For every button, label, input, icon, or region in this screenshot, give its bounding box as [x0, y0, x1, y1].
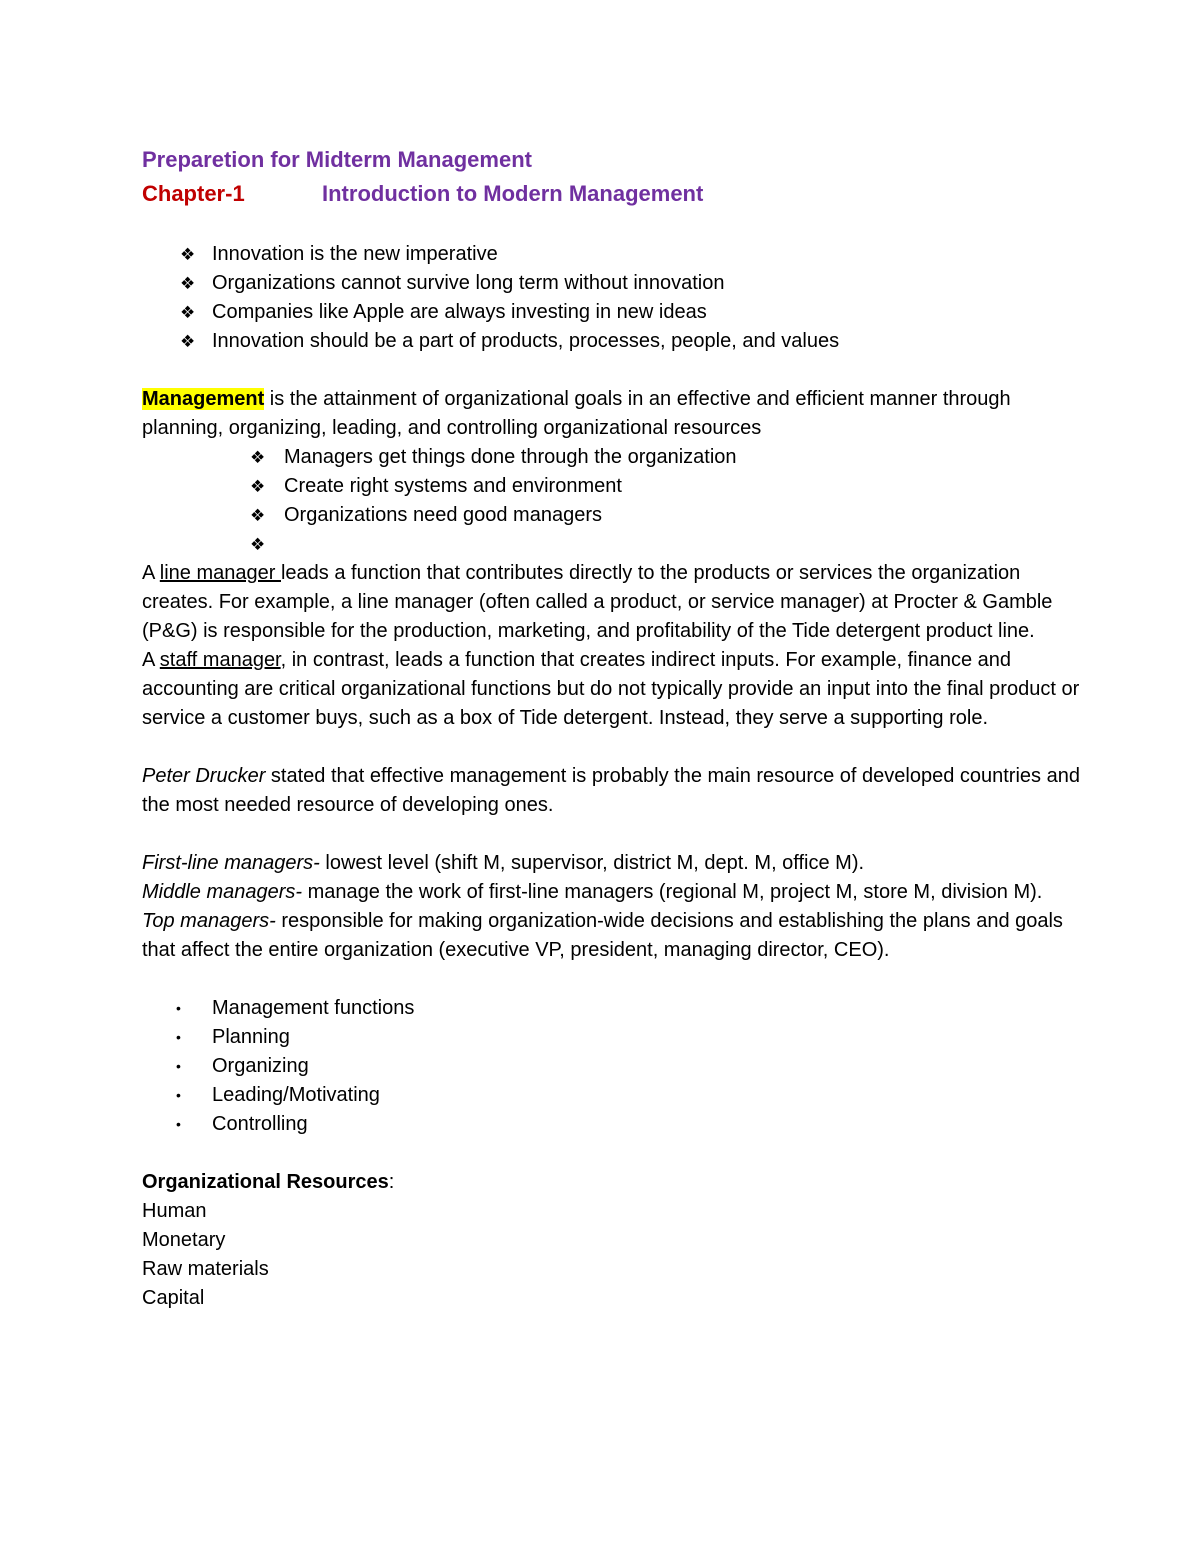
list-item-text: Leading/Motivating	[212, 1084, 380, 1106]
dot-bullet-icon: •	[176, 1029, 181, 1045]
list-item	[142, 298, 1082, 327]
diamond-bullet-icon: ❖	[250, 506, 266, 525]
level-term: First-line managers-	[142, 852, 320, 874]
line-manager-term: line manager	[159, 562, 281, 584]
diamond-bullet-icon: ❖	[180, 332, 196, 351]
line-manager-prefix: A	[142, 562, 160, 584]
level-term: Top managers-	[142, 910, 276, 932]
list-item	[142, 1052, 1082, 1081]
list-item	[142, 327, 1082, 356]
management-term: Management	[142, 388, 265, 410]
list-item	[142, 530, 1082, 559]
document-body	[142, 143, 1082, 1313]
resources-heading-text: Organizational Resources	[142, 1171, 389, 1193]
chapter-number: Chapter-1	[142, 181, 245, 206]
list-item	[142, 472, 1082, 501]
chapter-heading	[142, 177, 1082, 211]
diamond-bullet-icon: ❖	[250, 535, 266, 554]
line-manager-text: leads a function that contributes directly to the products or services the organization creates. For example, a line manager (often called a product, or service manager) at Procter & Gamble (P&G) is responsible for the production, marketing, and profitability of the Tide detergent product line.	[142, 562, 1053, 642]
diamond-bullet-icon: ❖	[180, 274, 196, 293]
diamond-bullet-icon: ❖	[180, 303, 196, 322]
management-definition	[142, 385, 1082, 443]
resource-item: Raw materials	[142, 1258, 269, 1280]
level-text: lowest level (shift M, supervisor, district M, dept. M, office M).	[319, 852, 865, 874]
functions-list	[142, 994, 1082, 1139]
resources-heading	[142, 1168, 1082, 1197]
staff-manager-text: , in contrast, leads a function that creates indirect inputs. For example, finance and accounting are critical organizational functions but do not typically provide an input into the final product or service a customer buys, such as a box of Tide detergent. Instead, they serve a supporting role.	[142, 649, 1080, 729]
level-text: manage the work of first-line managers (regional M, project M, store M, division M).	[302, 881, 1043, 903]
list-item	[142, 240, 1082, 269]
manager-level-first-line	[142, 849, 1082, 878]
list-item-text: Companies like Apple are always investing in new ideas	[212, 301, 707, 323]
staff-manager-term: staff manager	[159, 649, 281, 671]
drucker-paragraph	[142, 762, 1082, 820]
chapter-title: Introduction to Modern Management	[322, 181, 704, 206]
dot-bullet-icon: •	[176, 1087, 181, 1103]
staff-manager-paragraph	[142, 646, 1082, 733]
list-item	[142, 1110, 1082, 1139]
list-item-text: Organizations cannot survive long term without innovation	[212, 272, 725, 294]
innovation-list	[142, 240, 1082, 356]
manager-level-middle	[142, 878, 1082, 907]
list-item-text: Innovation should be a part of products, processes, people, and values	[212, 330, 840, 352]
level-term: Middle managers-	[142, 881, 303, 903]
dot-bullet-icon: •	[176, 1116, 181, 1132]
list-item-text: Managers get things done through the organization	[284, 446, 737, 468]
diamond-bullet-icon: ❖	[250, 448, 266, 467]
drucker-text: stated that effective management is probably the main resource of developed countries and the most needed resource of developing ones.	[142, 765, 1080, 816]
resources-heading-colon: :	[388, 1171, 395, 1193]
managers-list	[142, 443, 1082, 559]
list-item	[142, 1081, 1082, 1110]
manager-level-top	[142, 907, 1082, 965]
list-item	[142, 501, 1082, 530]
list-item	[142, 443, 1082, 472]
list-item	[142, 994, 1082, 1023]
list-item-text: Management functions	[212, 997, 415, 1019]
level-text: responsible for making organization-wide decisions and establishing the plans and goals that affect the entire organization (executive VP, president, managing director, CEO).	[142, 910, 1063, 961]
list-item	[142, 269, 1082, 298]
resource-item: Monetary	[142, 1229, 226, 1251]
list-item	[142, 1023, 1082, 1052]
line-manager-paragraph	[142, 559, 1082, 646]
management-definition-text: is the attainment of organizational goals in an effective and efficient manner through planning, organizing, leading, and controlling organizational resources	[142, 388, 1011, 439]
drucker-name: Peter Drucker	[142, 765, 266, 787]
dot-bullet-icon: •	[176, 1000, 181, 1016]
list-item-text: Create right systems and environment	[284, 475, 622, 497]
diamond-bullet-icon: ❖	[180, 245, 196, 264]
staff-manager-prefix: A	[142, 649, 160, 671]
list-item-text: Organizing	[212, 1055, 309, 1077]
dot-bullet-icon: •	[176, 1058, 181, 1074]
list-item-text: Planning	[212, 1026, 290, 1048]
list-item-text: Innovation is the new imperative	[212, 243, 498, 265]
diamond-bullet-icon: ❖	[250, 477, 266, 496]
list-item-text: Organizations need good managers	[284, 504, 602, 526]
resource-item: Capital	[142, 1287, 205, 1309]
resource-item: Human	[142, 1200, 207, 1222]
document-title: Prepareti​on for Midterm Management	[142, 147, 532, 172]
list-item-text: Controlling	[212, 1113, 308, 1135]
